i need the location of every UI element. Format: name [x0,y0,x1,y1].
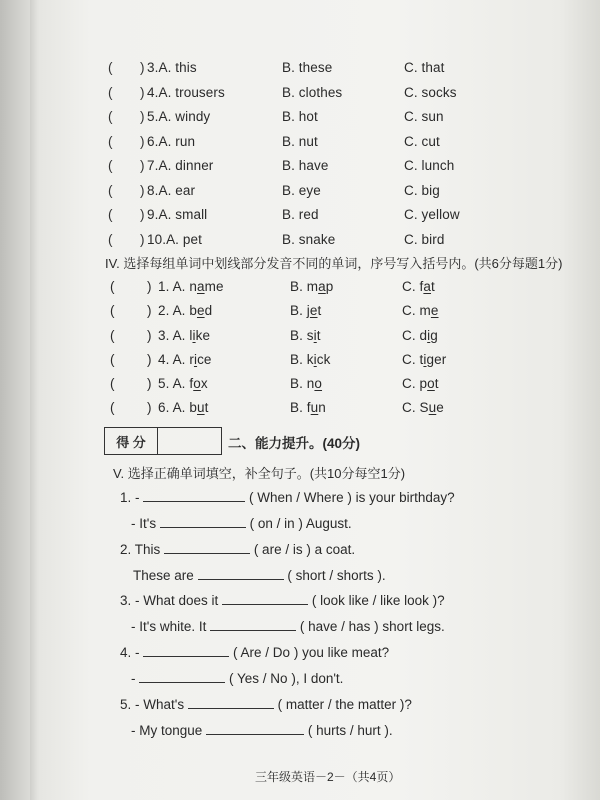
underlined-letter: o [427,376,435,391]
option-text: t [434,376,439,391]
answer-paren-close: ) [140,60,145,75]
underlined-letter: u [310,400,319,415]
option-text: 1. A. n [158,279,197,294]
option-c [402,352,446,367]
option-a: 8.A. ear [147,183,196,198]
answer-blank[interactable] [139,668,225,683]
option-text: 3. A. l [158,328,193,343]
option-text: 5. A. f [158,376,194,391]
option-text: ger [426,352,447,367]
answer-paren-open[interactable]: ( [108,109,113,124]
option-a [158,400,208,415]
line-suffix: ( short / shorts ). [287,568,386,583]
score-box [104,427,222,455]
answer-paren-open[interactable]: ( [108,232,113,247]
option-text: B. j [290,303,310,318]
option-c [402,303,439,318]
option-b: B. have [282,158,329,173]
line-suffix: ( have / has ) short legs. [299,619,445,634]
underlined-letter: a [318,279,326,294]
option-text: C. p [402,376,428,391]
option-text: d [204,303,213,318]
underlined-letter: i [313,352,317,367]
answer-blank[interactable] [143,642,229,657]
underlined-letter: i [192,328,196,343]
answer-paren-close: ) [147,328,152,343]
part5-line [120,487,455,505]
option-text: B. s [290,328,314,343]
part3-row [0,183,560,203]
answer-paren-open[interactable]: ( [110,400,115,415]
option-a: 3.A. this [147,60,197,75]
part3-row [0,109,560,129]
answer-paren-open[interactable]: ( [110,328,115,343]
option-b: B. eye [282,183,321,198]
answer-paren-open[interactable]: ( [110,376,115,391]
part5-line [120,539,355,557]
option-text: p [325,279,334,294]
option-a: 10.A. pet [147,232,202,247]
answer-paren-open[interactable]: ( [108,183,113,198]
part3-row [0,158,560,178]
option-c: C. lunch [404,158,455,173]
underlined-letter: a [423,279,432,294]
part5-line [120,694,412,712]
option-a: 7.A. dinner [147,158,214,173]
answer-blank[interactable] [160,513,246,528]
line-suffix: ( When / Where ) is your birthday? [249,490,455,505]
part4-row [0,352,560,372]
option-c [402,279,435,294]
line-suffix: ( on / in ) August. [249,516,352,531]
underlined-letter: o [314,376,323,391]
line-suffix: ( Are / Do ) you like meat? [233,645,390,660]
part3-row [0,232,560,252]
option-text: t [317,303,322,318]
option-b [290,400,326,415]
answer-paren-close: ) [147,352,152,367]
part4-row [0,279,560,299]
score-value-cell[interactable] [158,428,221,454]
answer-paren-close: ) [140,85,145,100]
underlined-letter: i [193,352,198,367]
line-suffix: ( are / is ) a coat. [253,542,356,557]
option-a: 5.A. windy [147,109,211,124]
option-text: 2. A. b [158,303,197,318]
option-text: e [436,400,444,415]
answer-blank[interactable] [188,694,274,709]
option-text: n [318,400,326,415]
answer-blank[interactable] [164,539,250,554]
part4-row [0,376,560,396]
underlined-letter: a [196,279,205,294]
answer-paren-open[interactable]: ( [108,134,113,149]
underlined-letter: e [430,303,439,318]
option-a: 4.A. trousers [147,85,225,100]
option-b: B. hot [282,109,318,124]
option-b [290,279,333,294]
option-b [290,328,321,343]
option-text: B. m [290,279,319,294]
option-text: B. k [290,352,314,367]
option-text: 4. A. r [158,352,194,367]
option-text: C. t [402,352,424,367]
line-prefix: 2. This [120,542,161,557]
option-text: ck [316,352,331,367]
underlined-letter: u [428,400,437,415]
answer-paren-open[interactable]: ( [108,207,113,222]
part5-heading: V. 选择正确单词填空，补全句子。(共10分每空1分) [113,466,406,481]
option-text: C. S [402,400,429,415]
option-c [402,328,438,343]
answer-paren-open[interactable]: ( [108,60,113,75]
line-prefix: 1. - [120,490,140,505]
option-a: 6.A. run [147,134,196,149]
underlined-letter: e [309,303,318,318]
part5-line [120,590,445,608]
answer-paren-close: ) [147,303,152,318]
option-a [158,376,208,391]
part5-line [131,513,352,531]
underlined-letter: u [196,400,205,415]
part3-row [0,207,560,227]
option-a [158,352,212,367]
option-b [290,376,322,391]
line-prefix: These are [133,568,194,583]
answer-paren-close: ) [140,109,145,124]
option-text: C. m [402,303,431,318]
part5-line [131,616,445,634]
answer-blank[interactable] [210,616,296,631]
answer-paren-open[interactable]: ( [108,85,113,100]
part5-line [131,668,343,686]
option-c: C. sun [404,109,444,124]
option-text: C. f [402,279,424,294]
option-c: C. big [404,183,440,198]
part4-row [0,328,560,348]
answer-blank[interactable] [206,720,304,735]
page-footer: 三年级英语－2－（共4页） [255,770,401,784]
part5-line [133,565,386,583]
option-text: ke [195,328,211,343]
option-c: C. that [404,60,445,75]
answer-paren-close: ) [147,376,152,391]
answer-paren-close: ) [140,207,145,222]
option-text: B. f [290,400,311,415]
underlined-letter: i [427,328,431,343]
underlined-letter: i [313,328,317,343]
option-c: C. yellow [404,207,460,222]
answer-paren-close: ) [140,232,145,247]
option-text: x [200,376,208,391]
part5-line [120,642,389,660]
option-b: B. these [282,60,333,75]
line-suffix: ( look like / like look )? [311,593,445,608]
option-c [402,400,444,415]
option-text: t [204,400,209,415]
line-suffix: ( hurts / hurt ). [307,723,393,738]
option-a [158,279,224,294]
option-b [290,352,330,367]
option-b: B. nut [282,134,318,149]
part5-line [131,720,393,738]
line-suffix: ( Yes / No ), I don't. [229,671,344,686]
option-text: me [204,279,224,294]
option-text: ce [197,352,212,367]
option-text: C. d [402,328,428,343]
option-c [402,376,439,391]
underlined-letter: o [193,376,201,391]
option-c: C. bird [404,232,445,247]
answer-paren-open[interactable]: ( [110,279,115,294]
underlined-letter: i [423,352,427,367]
option-text: t [431,279,435,294]
answer-paren-open[interactable]: ( [110,352,115,367]
answer-paren-close: ) [140,134,145,149]
answer-blank[interactable] [143,487,245,502]
line-prefix: - My tongue [131,723,203,738]
option-a: 9.A. small [147,207,208,222]
option-b [290,303,321,318]
option-text: t [316,328,321,343]
part3-row [0,134,560,154]
line-prefix: 4. - [120,645,140,660]
underlined-letter: e [196,303,205,318]
option-a [158,303,212,318]
option-c: C. cut [404,134,440,149]
answer-blank[interactable] [198,565,284,580]
option-a [158,328,210,343]
answer-paren-close: ) [140,158,145,173]
option-text: 6. A. b [158,400,197,415]
option-b: B. snake [282,232,336,247]
part4-heading: IV. 选择每组单词中划线部分发音不同的单词，序号写入括号内。(共6分每题1分) [105,256,563,271]
answer-paren-close: ) [140,183,145,198]
part3-row [0,60,560,80]
option-b: B. clothes [282,85,343,100]
answer-blank[interactable] [222,590,308,605]
option-text: B. n [290,376,315,391]
line-prefix: - It's white. It [131,619,207,634]
line-prefix: - [131,671,136,686]
answer-paren-open[interactable]: ( [108,158,113,173]
line-suffix: ( matter / the matter )? [277,697,412,712]
answer-paren-open[interactable]: ( [110,303,115,318]
line-prefix: 3. - What does it [120,593,219,608]
part4-row [0,400,560,420]
option-c: C. socks [404,85,457,100]
part3-row [0,85,560,105]
section2-title: 二、能力提升。(40分) [228,436,361,451]
part4-row [0,303,560,323]
option-text: g [430,328,438,343]
option-b: B. red [282,207,319,222]
answer-paren-close: ) [147,400,152,415]
line-prefix: 5. - What's [120,697,185,712]
answer-paren-close: ) [147,279,152,294]
line-prefix: - It's [131,516,157,531]
score-label: 得 分 [105,428,158,454]
